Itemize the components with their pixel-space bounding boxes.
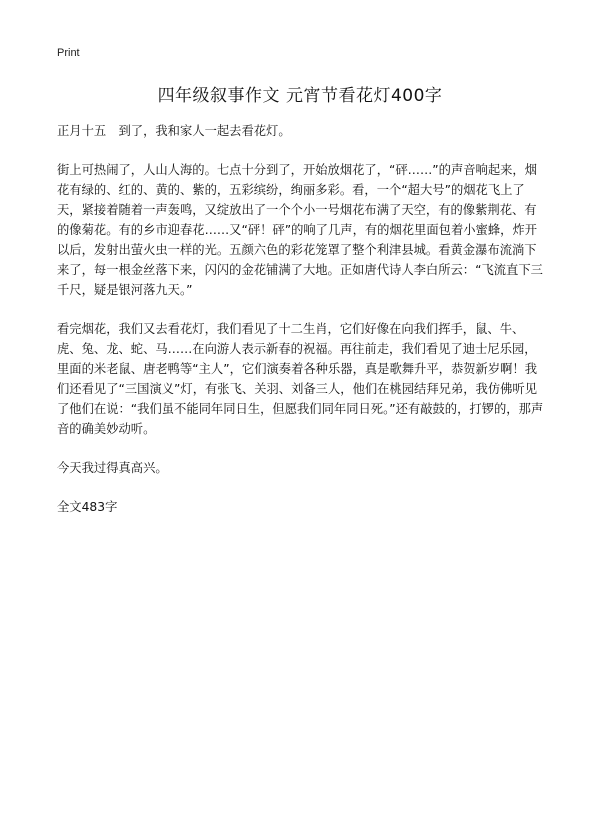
paragraph-lanterns: 看完烟花，我们又去看花灯，我们看见了十二生肖，它们好像在向我们挥手，鼠、牛、虎、兔、龙、蛇、马……在向游人表示新春的祝福。再往前走，我们看见了迪士尼乐园，里面的米老鼠、唐老鸭等“主人”，它们演奏着各种乐器，真是歌舞升平，恭贺新岁啊！我们还看见了“三国演义”灯，有张飞、关羽、刘备三人，他们在桃园结拜兄弟，我仿佛听见了他们在说：“我们虽不能同年同日生，但愿我们同年同日死。”还有敲鼓的，打锣的，那声音的确美妙动听。: [57, 322, 544, 436]
paragraph-conclusion: 今天我过得真高兴。: [57, 461, 168, 475]
article-title: 四年级叙事作文 元宵节看花灯400字: [157, 86, 443, 106]
article-body: [57, 121, 545, 517]
word-count: 全文483字: [57, 500, 118, 514]
paragraph-fireworks: 街上可热闹了，人山人海的。七点十分到了，开始放烟花了，“砰……”的声音响起来，烟花有绿的、红的、黄的、紫的，五彩缤纷，绚丽多彩。看，一个“超大号”的烟花飞上了天，紧接着随着一声轰鸣，又绽放出了一个个小一号烟花布满了天空，有的像紫荆花、有的像菊花。有的乡市迎春花……又“砰！砰”的响了几声，有的烟花里面包着小蜜蜂，炸开以后，发射出萤火虫一样的光。五颜六色的彩花笼罩了整个利津县城。看黄金瀑布流淌下来了，每一根金丝落下来，闪闪的金花铺满了大地。正如唐代诗人李白所云：“飞流直下三千尺，疑是银河落九天。”: [57, 163, 543, 297]
print-link[interactable]: Print: [57, 47, 80, 59]
paragraph-intro: 正月十五 到了，我和家人一起去看花灯。: [57, 124, 291, 138]
